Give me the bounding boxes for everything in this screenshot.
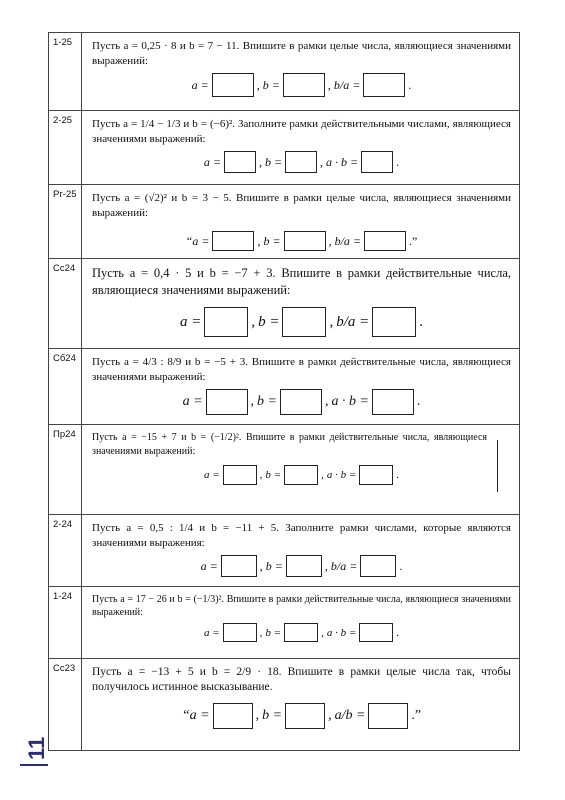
task-statement: Пусть a = 4/3 : 8/9 и b = −5 + 3. Впишите в рамки действительные числа, являющиеся значениями выражений: xyxy=(92,356,511,383)
answer-box-a[interactable] xyxy=(212,73,254,97)
period: . xyxy=(399,558,403,573)
answer-label-b: b = xyxy=(262,708,283,723)
answer-label-expr: a/b = xyxy=(334,708,366,723)
task-code: Рг-25 xyxy=(49,185,82,259)
page-number: 11 xyxy=(24,736,49,760)
answer-label-a: a = xyxy=(179,313,202,330)
comma: , xyxy=(258,154,262,169)
task-code: 2-25 xyxy=(49,111,82,185)
period: . xyxy=(416,394,421,409)
task-content xyxy=(82,185,520,259)
answer-label-expr: b/a = xyxy=(333,77,361,92)
answer-label-a: “a = xyxy=(181,708,210,723)
comma: , xyxy=(321,626,324,639)
answer-box-a[interactable] xyxy=(223,465,257,485)
answer-line xyxy=(92,555,511,577)
answer-box-b[interactable] xyxy=(285,151,317,173)
task-row xyxy=(49,33,520,111)
answer-box-b[interactable] xyxy=(282,307,326,337)
answer-box-a[interactable] xyxy=(221,555,257,577)
answer-box-expr[interactable] xyxy=(361,151,393,173)
answer-line xyxy=(92,623,511,642)
answer-label-expr: b/a = xyxy=(334,233,361,248)
answer-label-a: a = xyxy=(203,154,221,169)
task-row xyxy=(49,515,520,587)
answer-line xyxy=(92,307,511,337)
period: .” xyxy=(411,708,422,723)
answer-line xyxy=(92,465,511,485)
answer-box-expr[interactable] xyxy=(368,703,408,729)
answer-label-expr: a · b = xyxy=(326,626,357,639)
answer-line xyxy=(92,231,511,251)
period: . xyxy=(396,154,400,169)
period: .” xyxy=(409,233,418,248)
answer-label-b: b = xyxy=(265,626,282,639)
answer-box-a[interactable] xyxy=(223,623,257,642)
task-statement: Пусть a = 0,5 : 1/4 и b = −11 + 5. Заполните рамки числами, которые являются значениями выражения: xyxy=(92,522,511,549)
answer-label-a: a = xyxy=(203,469,220,481)
answer-box-b[interactable] xyxy=(286,555,322,577)
answer-label-expr: b/a = xyxy=(336,313,370,330)
answer-label-expr: a · b = xyxy=(326,469,357,481)
answer-box-a[interactable] xyxy=(212,231,254,251)
answer-box-expr[interactable] xyxy=(363,73,405,97)
task-content xyxy=(82,349,520,425)
answer-label-b: b = xyxy=(265,469,282,481)
comma: , xyxy=(329,313,334,330)
task-statement: Пусть a = 0,25 · 8 и b = 7 − 11. Впишите в рамки целые числа, являющиеся значениями выражений: xyxy=(92,40,511,67)
task-content xyxy=(82,259,520,349)
comma: , xyxy=(324,558,328,573)
answer-label-a: “a = xyxy=(185,233,210,248)
period: . xyxy=(396,469,400,481)
answer-label-a: a = xyxy=(200,558,218,573)
task-statement: Пусть a = (√2)² и b = 3 − 5. Впишите в рамки целые числа, являющиеся значениями выражений: xyxy=(92,192,511,219)
task-code: 2-24 xyxy=(49,515,82,587)
answer-box-b[interactable] xyxy=(284,623,318,642)
task-statement: Пусть a = 1/4 − 1/3 и b = (−6)². Заполните рамки действительными числами, являющиеся значениями выражений: xyxy=(92,118,511,145)
answer-label-expr: a · b = xyxy=(326,154,359,169)
task-row xyxy=(49,349,520,425)
page-number-underline xyxy=(20,764,48,766)
comma: , xyxy=(328,233,332,248)
task-statement: Пусть a = 17 − 26 и b = (−1/3)². Впишите в рамки действительные числа, являющиеся значениями выражений: xyxy=(92,594,511,618)
task-statement: Пусть a = 0,4 · 5 и b = −7 + 3. Впишите в рамки действительные числа, являющиеся значениями выражений: xyxy=(92,266,511,297)
answer-box-b[interactable] xyxy=(280,389,322,415)
answer-label-b: b = xyxy=(265,558,283,573)
comma: , xyxy=(256,77,260,92)
task-content xyxy=(82,111,520,185)
period: . xyxy=(419,313,424,330)
task-code: Сс24 xyxy=(49,259,82,349)
answer-box-a[interactable] xyxy=(224,151,256,173)
answer-box-a[interactable] xyxy=(206,389,248,415)
answer-box-b[interactable] xyxy=(285,703,325,729)
task-statement: Пусть a = −15 + 7 и b = (−1/2)². Впишите в рамки действительные числа, являющиеся значениями выражений: xyxy=(92,432,487,457)
task-row xyxy=(49,185,520,259)
comma: , xyxy=(257,233,261,248)
task-content xyxy=(82,33,520,111)
period: . xyxy=(396,626,400,639)
answer-label-b: b = xyxy=(257,394,277,409)
answer-box-a[interactable] xyxy=(213,703,253,729)
tasks-table xyxy=(48,32,520,751)
answer-label-expr: a · b = xyxy=(331,394,369,409)
answer-box-b[interactable] xyxy=(284,231,326,251)
comma: , xyxy=(255,708,260,723)
answer-label-expr: b/a = xyxy=(330,558,358,573)
task-code: Пр24 xyxy=(49,425,82,515)
task-row xyxy=(49,259,520,349)
comma: , xyxy=(259,626,263,639)
answer-box-expr[interactable] xyxy=(372,307,416,337)
task-code: Сс23 xyxy=(49,659,82,751)
answer-box-b[interactable] xyxy=(284,465,318,485)
task-code: Cб24 xyxy=(49,349,82,425)
answer-box-expr[interactable] xyxy=(359,623,393,642)
answer-box-expr[interactable] xyxy=(364,231,406,251)
task-statement: Пусть a = −13 + 5 и b = 2/9 · 18. Впишите в рамки целые числа так, чтобы получилось истинное высказывание. xyxy=(92,666,511,693)
answer-box-b[interactable] xyxy=(283,73,325,97)
comma: , xyxy=(321,469,324,481)
answer-box-expr[interactable] xyxy=(359,465,393,485)
answer-label-a: a = xyxy=(182,394,203,409)
task-row xyxy=(49,425,520,515)
answer-label-b: b = xyxy=(262,77,280,92)
answer-box-a[interactable] xyxy=(204,307,248,337)
task-row xyxy=(49,111,520,185)
answer-label-b: b = xyxy=(263,233,281,248)
comma: , xyxy=(324,394,329,409)
task-content xyxy=(82,515,520,587)
comma: , xyxy=(259,469,263,481)
task-content xyxy=(82,659,520,751)
answer-label-b: b = xyxy=(264,154,283,169)
comma: , xyxy=(250,394,255,409)
task-content xyxy=(82,587,520,659)
comma: , xyxy=(328,708,332,723)
answer-line xyxy=(92,73,511,97)
comma: , xyxy=(251,313,256,330)
answer-line xyxy=(92,151,511,173)
comma: , xyxy=(259,558,263,573)
answer-line xyxy=(92,703,511,729)
task-code: 1-24 xyxy=(49,587,82,659)
scan-line xyxy=(497,440,498,492)
period: . xyxy=(408,77,412,92)
comma: , xyxy=(320,154,324,169)
comma: , xyxy=(327,77,331,92)
task-row xyxy=(49,659,520,751)
answer-label-a: a = xyxy=(191,77,209,92)
task-row xyxy=(49,587,520,659)
answer-label-a: a = xyxy=(203,626,220,639)
answer-line xyxy=(92,389,511,415)
task-code: 1-25 xyxy=(49,33,82,111)
answer-label-b: b = xyxy=(258,313,280,330)
answer-box-expr[interactable] xyxy=(360,555,396,577)
answer-box-expr[interactable] xyxy=(372,389,414,415)
task-content xyxy=(82,425,520,515)
